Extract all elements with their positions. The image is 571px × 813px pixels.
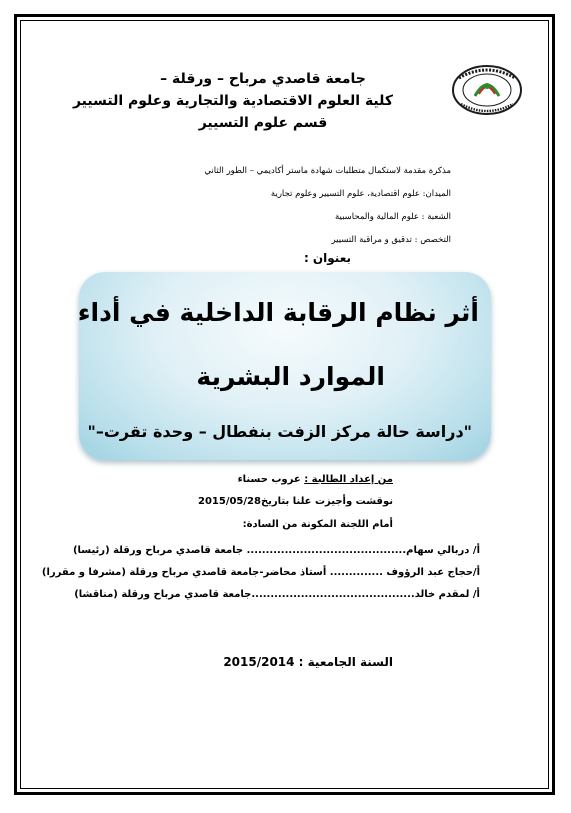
university-name: جامعة قاصدي مرباح – ورقلة – <box>160 71 366 87</box>
title-subtitle: "دراسة حالة مركز الزفت بنفطال – وحدة تقرت–" <box>87 422 472 441</box>
student-name: عروب حسناء <box>237 474 301 485</box>
faculty-name: كلية العلوم الاقتصادية والتجارية وعلوم التسيير <box>72 93 393 109</box>
university-logo <box>451 64 523 116</box>
memo-field: الميدان: علوم اقتصادية، علوم التسيير وعلوم تجارية <box>270 189 451 199</box>
university-header <box>72 68 393 134</box>
memo-branch: الشعبة : علوم المالية والمحاسبية <box>335 212 451 222</box>
department-name: قسم علوم التسيير <box>198 115 328 131</box>
committee-member: أ/حجاج عبد الرؤوف .............. أستاذ محاضر-جامعة قاصدي مرباح ورقلة (مشرفا و مقررا) <box>41 567 480 578</box>
defense-date: نوقشت وأجيزت علنا بتاريخ2015/05/28 <box>197 496 393 507</box>
prepared-by-label: من إعداد الطالبة : <box>304 474 393 485</box>
committee-member: أ/ دربالي سهام.......................................... جامعة قاصدي مرباح ورقلة (رئيسا) <box>72 545 480 556</box>
academic-year: السنة الجامعية : 2015/2014 <box>223 655 393 669</box>
committee-member: أ/ لمقدم خالد...........................................جامعة قاصدي مرباح ورقلة (مناقشا) <box>74 589 480 600</box>
committee-intro: أمام اللجنة المكونة من السادة: <box>242 519 393 530</box>
memo-info <box>204 160 451 252</box>
title-line-2: الموارد البشرية <box>196 362 385 391</box>
prepared-by <box>238 474 393 485</box>
memo-purpose: مذكرة مقدمة لاستكمال متطلبات شهادة ماستر أكاديمي – الطور الثاني <box>204 166 451 176</box>
title-line-1: أثر نظام الرقابة الداخلية في أداء <box>77 298 479 327</box>
title-label: بعنوان : <box>303 251 351 265</box>
memo-specialty: التخصص : تدقيق و مراقبة التسيير <box>331 235 451 245</box>
